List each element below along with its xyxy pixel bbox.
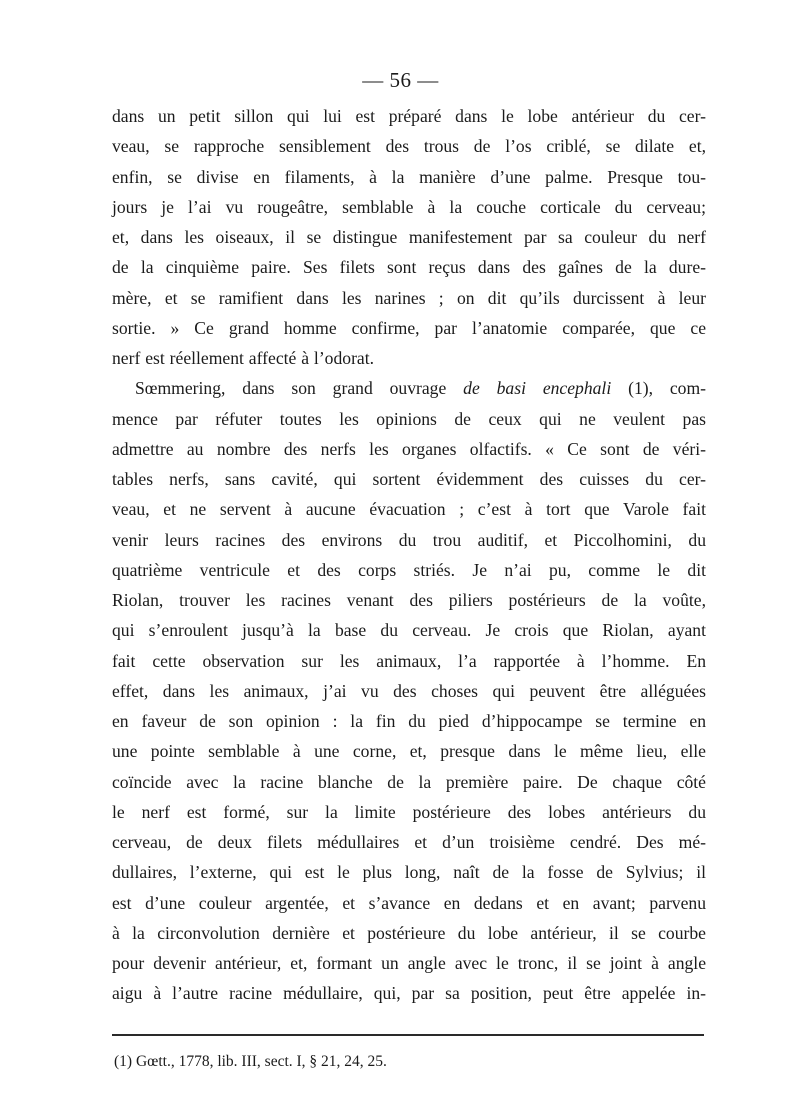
text-line: cerveau, de deux filets médullaires et d’un troisième cendré. Des mé-	[112, 832, 706, 852]
text-line: est d’une couleur argentée, et s’avance en dedans et en avant; parvenu	[112, 892, 706, 913]
text-line: fait cette observation sur les animaux, l’a rapportée à l’homme. En	[112, 650, 706, 671]
text-line: aigu à l’autre racine médullaire, qui, par sa position, peut être appelée in-	[112, 983, 706, 1004]
text-line: de la cinquième paire. Ses filets sont reçus dans des gaînes de la dure-	[112, 257, 706, 278]
text-line: sortie. » Ce grand homme confirme, par l’anatomie comparée, que ce	[112, 317, 706, 338]
footnote-separator	[112, 1034, 704, 1036]
text-line: coïncide avec la racine blanche de la première paire. De chaque côté	[112, 771, 706, 792]
text-line: enfin, se divise en filaments, à la manière d’une palme. Presque tou-	[112, 166, 706, 187]
text-line: le nerf est formé, sur la limite postérieure des lobes antérieurs du	[112, 801, 706, 822]
body-text	[112, 101, 706, 1009]
text-line: Riolan, trouver les racines venant des piliers postérieurs de la voûte,	[112, 590, 706, 610]
footnote-reference: (1), com-	[628, 378, 707, 399]
paragraph-1-end	[112, 343, 706, 373]
text-line: pour devenir antérieur, et, formant un angle avec le tronc, il se joint à angle	[112, 953, 706, 973]
italic-book-title: de basi encephali	[463, 378, 612, 399]
text-line: en faveur de son opinion : la fin du pied d’hippocampe se termine en	[112, 711, 706, 731]
text-line: et, dans les oiseaux, il se distingue manifestement par sa couleur du nerf	[112, 227, 706, 247]
text-line: admettre au nombre des nerfs les organes olfactifs. « Ce sont de véri-	[112, 438, 706, 459]
text-line: nerf est réellement affecté à l’odorat.	[112, 348, 375, 368]
text-line: dans un petit sillon qui lui est préparé dans le lobe antérieur du cer-	[112, 106, 706, 126]
page-number: — 56 —	[362, 68, 439, 92]
text-line: veau, et ne servent à aucune évacuation ; c’est à tort que Varole fait	[112, 499, 706, 520]
text-line: quatrième ventricule et des corps striés. Je n’ai pu, comme le dit	[112, 559, 706, 580]
paragraph-2	[112, 373, 706, 1008]
text-line: jours je l’ai vu rougeâtre, semblable à la couche corticale du cerveau;	[112, 196, 706, 217]
text-line: veau, se rapproche sensiblement des trous de l’os criblé, se dilate et,	[112, 136, 706, 157]
text-line: effet, dans les animaux, j’ai vu des choses qui peuvent être alléguées	[112, 680, 706, 701]
text-line: mère, et se ramifient dans les narines ; on dit qu’ils durcissent à leur	[112, 287, 706, 308]
text-line-start: Sœmmering, dans son grand ouvrage	[135, 378, 447, 399]
text-line: qui s’enroulent jusqu’à la base du cerveau. Je crois que Riolan, ayant	[112, 620, 706, 641]
text-line: tables nerfs, sans cavité, qui sortent évidemment des cuisses du cer-	[112, 469, 706, 489]
text-line: une pointe semblable à une corne, et, presque dans le même lieu, elle	[112, 741, 706, 762]
footnote: (1) Gœtt., 1778, lib. III, sect. I, § 21, 24, 25.	[114, 1053, 387, 1070]
text-line: à la circonvolution dernière et postérieure du lobe antérieur, il se courbe	[112, 922, 706, 943]
paragraph-1	[112, 101, 706, 343]
text-line: mence par réfuter toutes les opinions de ceux qui ne veulent pas	[112, 408, 706, 429]
text-line: venir leurs racines des environs du trou auditif, et Piccolhomini, du	[112, 529, 706, 550]
text-line: dullaires, l’externe, qui est le plus long, naît de la fosse de Sylvius; il	[112, 862, 706, 883]
